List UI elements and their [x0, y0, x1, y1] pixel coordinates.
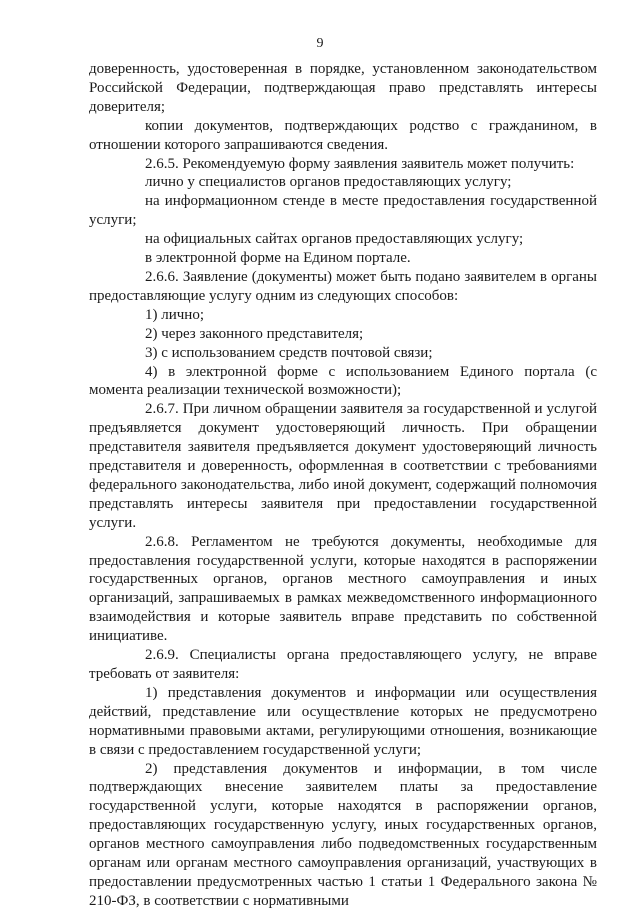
paragraph: лично у специалистов органов предоставляющих услугу;: [145, 174, 512, 191]
paragraph: в электронной форме на Едином портале.: [145, 250, 411, 267]
paragraph: 2.6.5. Рекомендуемую форму заявления заявитель может получить:: [145, 155, 575, 172]
paragraph: на официальных сайтах органов предоставляющих услугу;: [145, 231, 524, 248]
paragraph: на информационном стенде в месте предоставления государственной услуги;: [89, 193, 597, 229]
paragraph: копии документов, подтверждающих родство с гражданином, в отношении которого запрашиваются сведения.: [89, 117, 597, 153]
paragraph: 4) в электронной форме с использованием Единого портала (с момента реализации технической возможности);: [89, 363, 597, 399]
paragraph: доверенность, удостоверенная в порядке, установленном законодательством Российской Федерации, подтверждающая право представлять интересы доверителя;: [89, 61, 597, 115]
paragraph: 2.6.8. Регламентом не требуются документы, необходимые для предоставления государственной услуги, которые находятся в распоряжении государственных органов, органов местного самоуправления и иных организаций, запрашиваемых в рамках межведомственного информационного взаимодействия и которые заявитель вправе представить по собственной инициативе.: [89, 533, 597, 645]
paragraph: 2.6.7. При личном обращении заявителя за государственной и услугой предъявляется документ удостоверяющий личность. При обращении представителя заявителя предъявляется документ удостоверяющий личность представителя и доверенность, оформленная в соответствии с требованиями федерального законодательства, либо иной документ, содержащий полномочия представлять интересы заявителя при предоставлении государственной услуги.: [89, 401, 597, 531]
paragraph: 2) через законного представителя;: [145, 325, 364, 342]
paragraph: 1) представления документов и информации или осуществления действий, представление или осуществление которых не предусмотрено нормативными правовыми актами, регулирующими отношения, возникающие в связи с предоставлением государственной услуги;: [89, 684, 597, 758]
paragraph: 2.6.6. Заявление (документы) может быть подано заявителем в органы предоставляющие услугу одним из следующих способов:: [89, 268, 597, 304]
document-body: [89, 60, 597, 911]
paragraph: 1) лично;: [145, 306, 204, 323]
paragraph: 2.6.9. Специалисты органа предоставляющего услугу, не вправе требовать от заявителя:: [89, 647, 597, 682]
page-number: 9: [316, 36, 324, 51]
paragraph: 2) представления документов и информации, в том числе подтверждающих внесение заявителем платы за предоставление государственной услуги, которые находятся в распоряжении органов, предоставляющих государственную услугу, иных государственных органов, органов местного самоуправления либо подведомственных государственным органам или органам местного самоуправления организаций, участвующих в предоставлении предусмотренных частью 1 статьи 1 Федерального закона № 210-ФЗ, в соответствии с нормативными: [89, 760, 597, 909]
paragraph: 3) с использованием средств почтовой связи;: [145, 344, 433, 361]
